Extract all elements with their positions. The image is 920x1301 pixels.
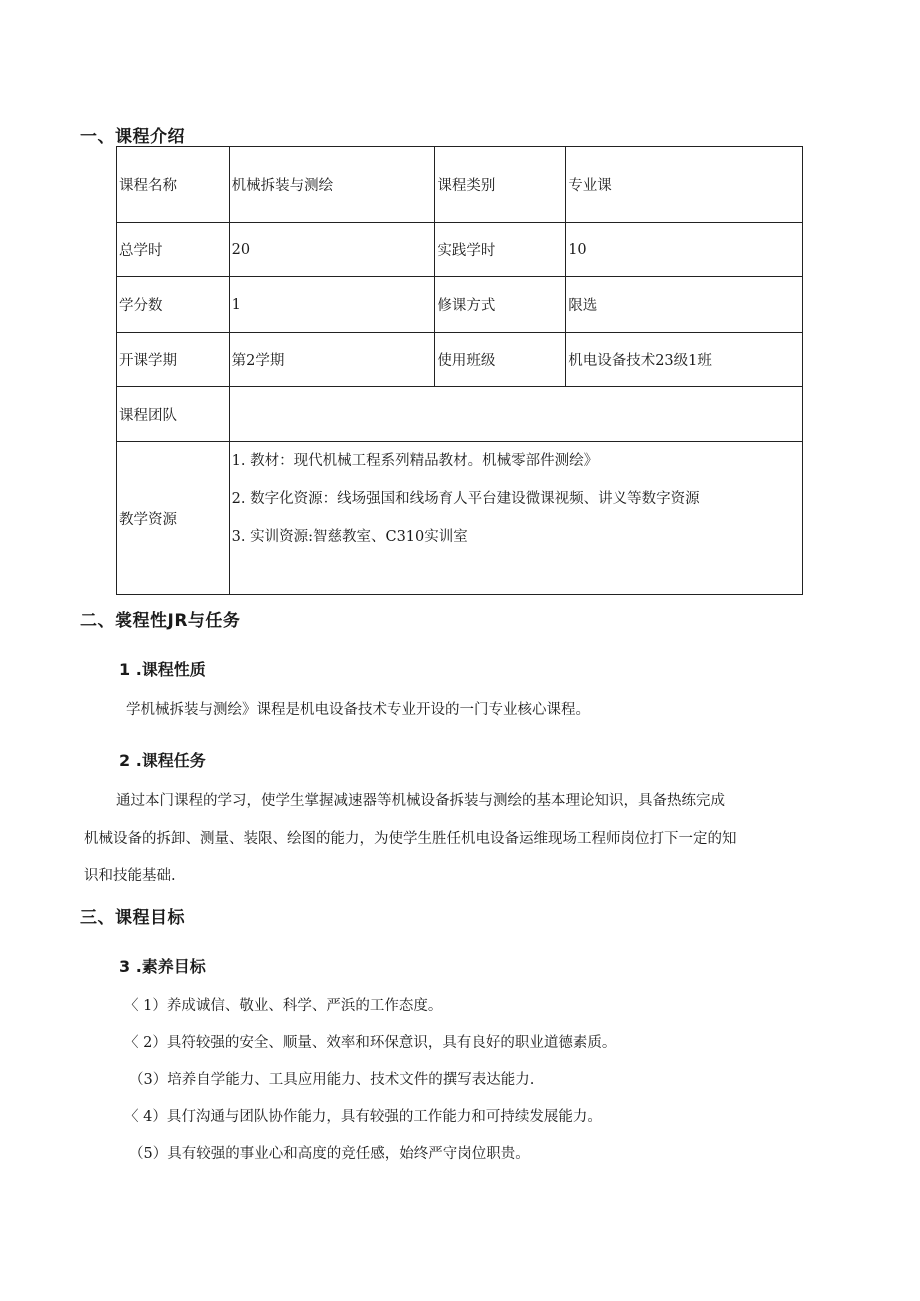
table-row: [117, 277, 803, 333]
course-name-label: 课程名称: [117, 147, 230, 223]
course-type-value: 专业课: [566, 147, 803, 223]
course-name-value: 机械拆装与测绘: [229, 147, 435, 223]
study-mode-label: 修课方式: [435, 277, 566, 333]
course-tasks-line: 通过本门课程的学习，使学生掌握减速器等机械设备拆装与测绘的基本理论知识，具备热练完成: [116, 793, 725, 809]
practice-hours-label: 实践学时: [435, 223, 566, 277]
resource-item: 2. 数字化资源：线场强国和线场育人平台建设微课视频、讲义等数字资源: [231, 491, 700, 507]
course-tasks-line: 识和技能基础.: [84, 868, 176, 884]
resource-item: 3. 实训资源:智慈教室、C310实训室: [231, 529, 468, 545]
table-row: [117, 223, 803, 277]
practice-hours-value: 10: [566, 223, 803, 277]
table-row: [117, 387, 803, 442]
literacy-goal-item: （5）具有较强的事业心和高度的竞任感，始终严守岗位职贵。: [129, 1146, 530, 1162]
course-type-label: 课程类别: [435, 147, 566, 223]
team-label: 课程团队: [117, 387, 230, 442]
study-mode-value: 限选: [566, 277, 803, 333]
course-info-table: [116, 146, 803, 595]
literacy-goal-item: 〈 4）具仃沟通与团队协作能力，具有较强的工作能力和可持续发展能力。: [124, 1109, 602, 1125]
course-nature-text: 学机械拆装与测绘》课程是机电设备技术专业开设的一门专业核心课程。: [126, 702, 590, 718]
course-tasks-line: 机械设备的拆卸、测量、装限、绘图的能力，为使学生胜任机电设备运维现场工程师岗位打下一定的知: [84, 831, 737, 847]
table-row: [117, 333, 803, 387]
team-value: [229, 387, 802, 442]
resources-label: 教学资源: [117, 442, 230, 595]
subheading-literacy-goals: 3 .素养目标: [119, 957, 206, 976]
subheading-course-tasks: 2 .课程任务: [119, 751, 206, 770]
resources-cell: [229, 442, 802, 595]
section-heading-nature-tasks: 二、裳程性JR与任务: [80, 611, 241, 631]
literacy-goal-item: 〈 1）养成诚信、敬业、科学、严浜的工作态度。: [124, 998, 443, 1014]
class-label: 使用班级: [435, 333, 566, 387]
table-row: [117, 442, 803, 595]
resource-item: 1. 教材：现代机械工程系列精品教材。机械零部件测绘》: [231, 453, 599, 469]
section-heading-intro: 一、课程介绍: [80, 127, 185, 147]
term-label: 开课学期: [117, 333, 230, 387]
credits-value: 1: [229, 277, 435, 333]
class-value: 机电设备技术23级1班: [566, 333, 803, 387]
credits-label: 学分数: [117, 277, 230, 333]
section-heading-goals: 三、课程目标: [80, 908, 185, 928]
literacy-goal-item: 〈 2）具符较强的安全、顺量、效率和环保意识，具有良好的职业道德素质。: [124, 1035, 617, 1051]
total-hours-value: 20: [229, 223, 435, 277]
literacy-goal-item: （3）培养自学能力、工具应用能力、技术文件的撰写表达能力.: [129, 1072, 535, 1088]
table-row: [117, 147, 803, 223]
total-hours-label: 总学时: [117, 223, 230, 277]
term-value: 第2学期: [229, 333, 435, 387]
subheading-course-nature: 1 .课程性质: [119, 660, 206, 679]
